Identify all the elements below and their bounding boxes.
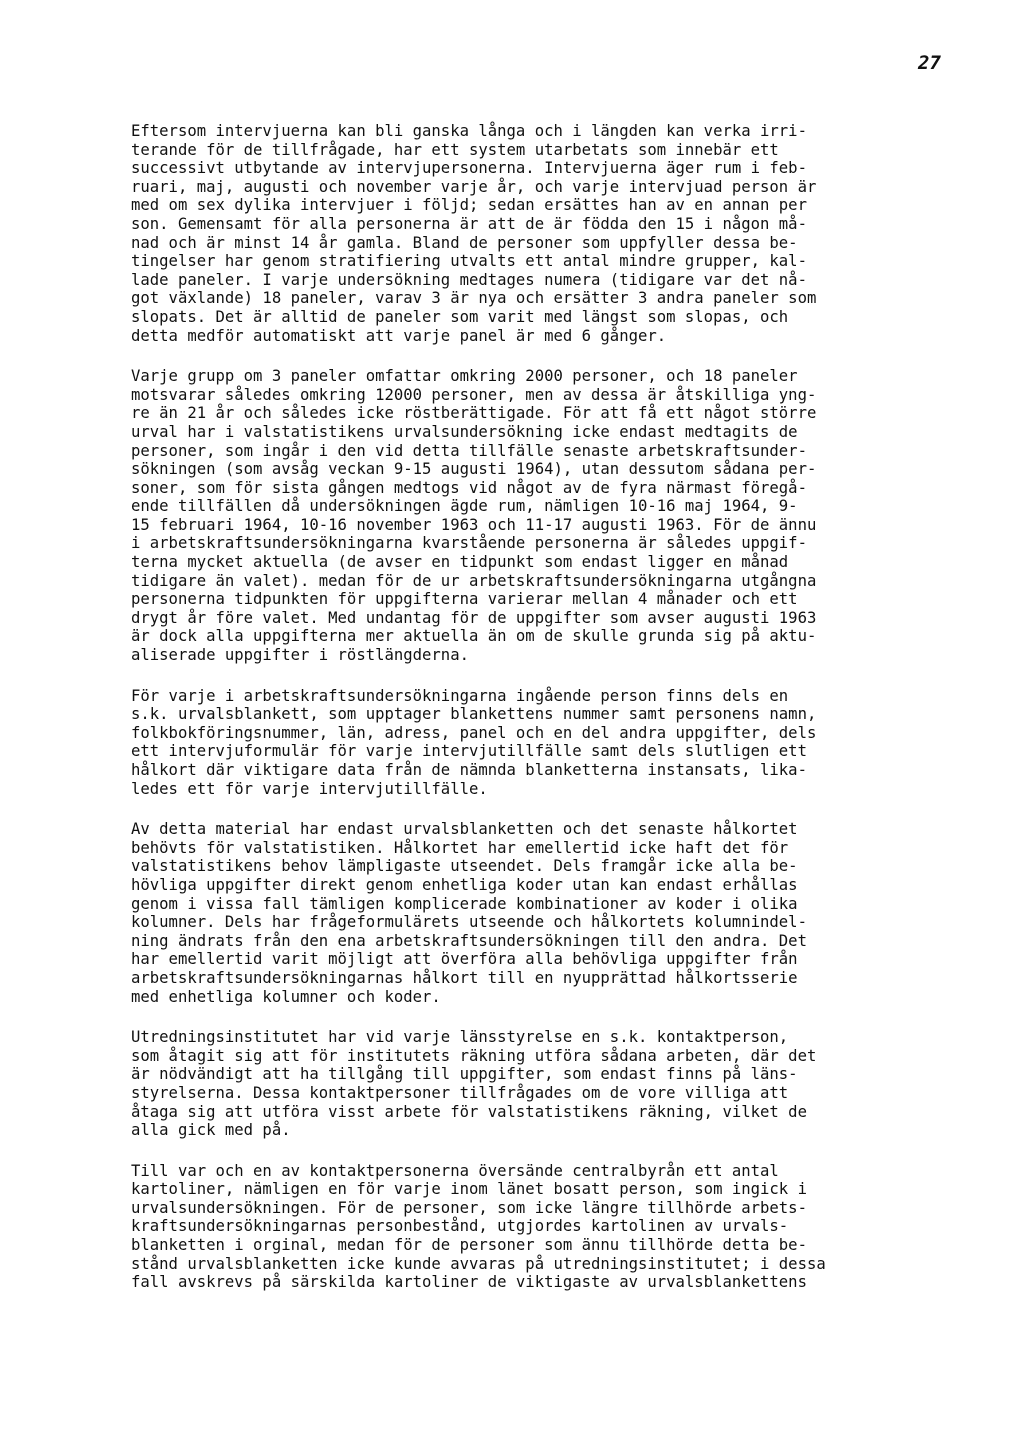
text-line: kolumner. Dels har frågeformulärets utseende och hålkortets kolumnindel- bbox=[131, 913, 807, 932]
paragraph bbox=[131, 122, 951, 345]
text-line: hålkort där viktigare data från de nämnda blanketterna instansats, lika- bbox=[131, 761, 807, 779]
text-line: stånd urvalsblanketten icke kunde avvaras på utredningsinstitutet; i dessa bbox=[131, 1254, 826, 1273]
text-line: ende tillfällen då undersökningen ägde rum, nämligen 10-16 maj 1964, 9- bbox=[131, 497, 798, 516]
paragraph bbox=[131, 1028, 951, 1140]
text-line: urvalsundersökningen. För de personer, som icke längre tillhörde arbets- bbox=[131, 1198, 807, 1217]
text-line: drygt år före valet. Med undantag för de uppgifter som avser augusti 1963 bbox=[131, 608, 817, 627]
text-line: got växlande) 18 paneler, varav 3 är nya och ersätter 3 andra paneler som bbox=[131, 289, 817, 308]
text-line: terna mycket aktuella (de avser en tidpunkt som endast ligger en månad bbox=[131, 553, 789, 572]
text-line: ett intervjuformulär för varje intervjutillfälle samt dels slutligen ett bbox=[131, 742, 807, 761]
text-line: personer, som ingår i den vid detta tillfälle senaste arbetskraftsunder- bbox=[131, 441, 807, 460]
text-line: med enhetliga kolumner och koder. bbox=[131, 987, 441, 1006]
text-line: motsvarar således omkring 12000 personer, men av dessa är åtskilliga yng- bbox=[131, 385, 817, 404]
text-line: aliserade uppgifter i röstlängderna. bbox=[131, 646, 469, 665]
paragraph bbox=[131, 687, 951, 799]
text-line: tingelser har genom stratifiering utvalts ett antal mindre grupper, kal- bbox=[131, 252, 807, 271]
paragraph bbox=[131, 367, 951, 665]
text-line: arbetskraftsundersökningarnas hålkort till en nyupprättad hålkortsserie bbox=[131, 968, 798, 987]
text-line: sökningen (som avsåg veckan 9-15 augusti 1964), utan dessutom sådana per- bbox=[131, 460, 817, 479]
text-line: Eftersom intervjuerna kan bli ganska långa och i längden kan verka irri- bbox=[131, 122, 807, 140]
text-line: son. Gemensamt för alla personerna är att de är födda den 15 i någon må- bbox=[131, 214, 807, 233]
text-line: ledes ett för varje intervjutillfälle. bbox=[131, 779, 488, 798]
text-line: hövliga uppgifter direkt genom enhetliga koder utan kan endast erhållas bbox=[131, 875, 798, 894]
text-line: blanketten i orginal, medan för de personer som ännu tillhörde detta be- bbox=[131, 1236, 807, 1255]
text-line: s.k. urvalsblankett, som upptager blankettens nummer samt personens namn, bbox=[131, 705, 817, 724]
text-line: åtaga sig att utföra visst arbete för valstatistikens räkning, vilket de bbox=[131, 1102, 807, 1121]
text-line: För varje i arbetskraftsundersökningarna ingående person finns dels en bbox=[131, 686, 789, 705]
text-line: Av detta material har endast urvalsblanketten och det senaste hålkortet bbox=[131, 820, 798, 839]
paragraph bbox=[131, 1162, 951, 1292]
text-line: fall avskrevs på särskilda kartoliner de viktigaste av urvalsblankettens bbox=[131, 1273, 807, 1292]
text-line: terande för de tillfrågade, har ett system utarbetats som innebär ett bbox=[131, 140, 779, 159]
text-line: lade paneler. I varje undersökning medtages numera (tidigare var det nå- bbox=[131, 270, 807, 289]
text-line: personerna tidpunkten för uppgifterna varierar mellan 4 månader och ett bbox=[131, 590, 798, 609]
text-line: i arbetskraftsundersökningarna kvarstående personerna är således uppgif- bbox=[131, 534, 807, 553]
paragraph bbox=[131, 820, 951, 1006]
text-line: folkbokföringsnummer, län, adress, panel och en del andra uppgifter, dels bbox=[131, 723, 817, 742]
text-line: slopats. Det är alltid de paneler som varit med längst som slopas, och bbox=[131, 307, 789, 326]
text-line: urval har i valstatistikens urvalsundersökning icke endast medtagits de bbox=[131, 422, 798, 441]
text-line: 15 februari 1964, 10-16 november 1963 och 11-17 augusti 1963. För de ännu bbox=[131, 515, 817, 534]
text-line: som åtagit sig att för institutets räkning utföra sådana arbeten, där det bbox=[131, 1046, 817, 1065]
text-line: genom i vissa fall tämligen komplicerade kombinationer av koder i olika bbox=[131, 894, 798, 913]
document-body bbox=[131, 122, 951, 1292]
text-line: ning ändrats från den ena arbetskraftsundersökningen till den andra. Det bbox=[131, 931, 807, 950]
text-line: alla gick med på. bbox=[131, 1121, 291, 1140]
text-line: tidigare än valet). medan för de ur arbetskraftsundersökningarna utgångna bbox=[131, 571, 817, 590]
text-line: re än 21 år och således icke röstberättigade. För att få ett något större bbox=[131, 404, 817, 423]
text-line: Till var och en av kontaktpersonerna översände centralbyrån ett antal bbox=[131, 1161, 779, 1180]
text-line: successivt utbytande av intervjupersonerna. Intervjuerna äger rum i feb- bbox=[131, 159, 807, 178]
text-line: kartoliner, nämligen en för varje inom länet bosatt person, som ingick i bbox=[131, 1180, 807, 1199]
text-line: är dock alla uppgifterna mer aktuella än om de skulle grunda sig på aktu- bbox=[131, 627, 817, 646]
text-line: har emellertid varit möjligt att överföra alla behövliga uppgifter från bbox=[131, 950, 798, 969]
text-line: Utredningsinstitutet har vid varje länsstyrelse en s.k. kontaktperson, bbox=[131, 1028, 789, 1047]
text-line: nad och är minst 14 år gamla. Bland de personer som uppfyller dessa be- bbox=[131, 233, 798, 252]
page-number: 27 bbox=[918, 52, 941, 74]
text-line: Varje grupp om 3 paneler omfattar omkring 2000 personer, och 18 paneler bbox=[131, 367, 798, 386]
text-line: kraftsundersökningarnas personbestånd, utgjordes kartolinen av urvals- bbox=[131, 1217, 789, 1236]
text-line: soner, som för sista gången medtogs vid något av de fyra närmast föregå- bbox=[131, 478, 807, 497]
text-line: är nödvändigt att ha tillgång till uppgifter, som endast finns på läns- bbox=[131, 1065, 798, 1084]
text-line: valstatistikens behov lämpligaste utseendet. Dels framgår icke alla be- bbox=[131, 857, 798, 876]
text-line: detta medför automatiskt att varje panel är med 6 gånger. bbox=[131, 326, 667, 345]
text-line: ruari, maj, augusti och november varje år, och varje intervjuad person är bbox=[131, 177, 817, 196]
text-line: styrelserna. Dessa kontaktpersoner tillfrågades om de vore villiga att bbox=[131, 1083, 789, 1102]
text-line: med om sex dylika intervjuer i följd; sedan ersättes han av en annan per bbox=[131, 196, 807, 215]
text-line: behövts för valstatistiken. Hålkortet har emellertid icke haft det för bbox=[131, 838, 789, 857]
